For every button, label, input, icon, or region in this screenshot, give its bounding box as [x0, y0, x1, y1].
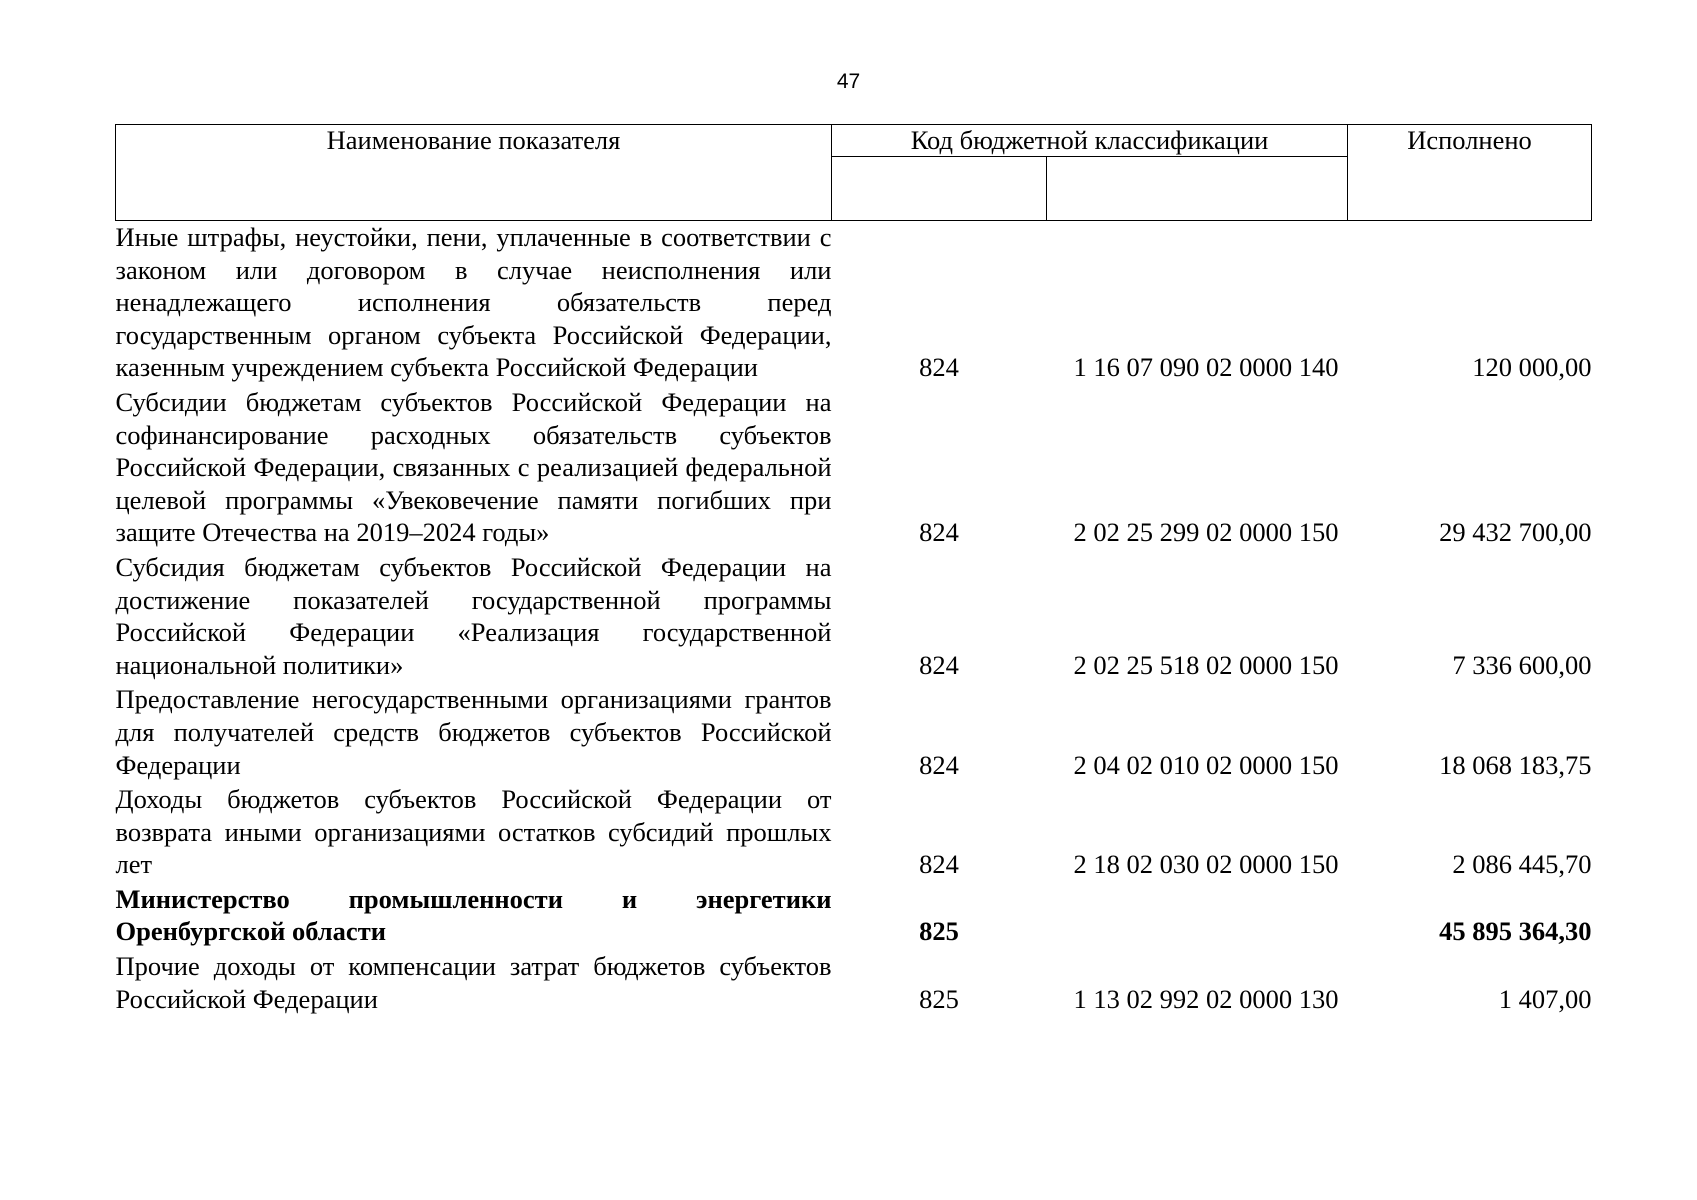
row-budget-code: 2 18 02 030 02 0000 150 [1073, 849, 1339, 880]
header-executed: Исполнено [1348, 125, 1592, 221]
row-executed-amount: 18 068 183,75 [1439, 749, 1592, 780]
row-indicator-name: Иные штрафы, неустойки, пени, уплаченные в соответствии с законом или договором в случае неисполнения или ненадлежащего исполнения обязательств перед государственным органом субъекта Российской Федерации, казенным учреждением субъекта Российской Федерации [115, 222, 832, 383]
row-indicator-name: Прочие доходы от компенсации затрат бюджетов субъектов Российской Федерации [115, 951, 832, 1014]
row-executed-amount: 45 895 364,30 [1439, 916, 1592, 947]
table-row [116, 681, 1592, 781]
row-indicator-name: Министерство промышленности и энергетики Оренбургской области [115, 883, 832, 947]
table-row [116, 781, 1592, 881]
row-indicator-name: Предоставление негосударственными организациями грантов для получателей средств бюджетов субъектов Российской Федерации [115, 684, 832, 780]
row-indicator-name: Доходы бюджетов субъектов Российской Федерации от возврата иными организациями остатков субсидий прошлых лет [115, 784, 832, 880]
table-row [116, 948, 1592, 1015]
row-budget-code: 2 04 02 010 02 0000 150 [1073, 749, 1339, 780]
row-admin-code: 824 [919, 849, 959, 880]
row-executed-amount: 1 407,00 [1498, 983, 1592, 1014]
page-number [0, 70, 1697, 94]
row-admin-code: 824 [919, 749, 959, 780]
table-row [116, 384, 1592, 549]
row-admin-code: 825 [919, 916, 959, 947]
header-row-top [116, 125, 1592, 157]
row-indicator-name: Субсидии бюджетам субъектов Российской Федерации на софинансирование расходных обязательств субъектов Российской Федерации, связанных с реализацией федеральной целевой программы «Увековечение памяти погибших при защите Отечества на 2019–2024 годы» [115, 386, 832, 548]
row-budget-code: 1 13 02 992 02 0000 130 [1073, 983, 1339, 1014]
table-row-ministry-total [116, 881, 1592, 948]
table-header [116, 125, 1592, 221]
row-admin-code: 825 [919, 983, 959, 1014]
row-admin-code: 824 [919, 352, 959, 383]
row-indicator-name: Субсидия бюджетам субъектов Российской Федерации на достижение показателей государственной программы Российской Федерации «Реализация государственной национальной политики» [115, 551, 832, 680]
row-executed-amount: 7 336 600,00 [1452, 649, 1592, 680]
row-executed-amount: 2 086 445,70 [1452, 849, 1592, 880]
row-budget-code [1047, 881, 1348, 948]
row-budget-code: 2 02 25 299 02 0000 150 [1073, 517, 1339, 548]
row-executed-amount: 120 000,00 [1472, 352, 1592, 383]
table-row [116, 549, 1592, 681]
header-revenue-code [1047, 157, 1348, 221]
budget-execution-table [115, 124, 1592, 1015]
row-admin-code: 824 [919, 649, 959, 680]
table-body [116, 221, 1592, 1016]
header-indicator-name: Наименование показателя [116, 125, 832, 221]
table-row [116, 221, 1592, 384]
header-budget-classification-code: Код бюджетной классификации [832, 125, 1348, 157]
row-budget-code: 1 16 07 090 02 0000 140 [1073, 352, 1339, 383]
row-budget-code: 2 02 25 518 02 0000 150 [1073, 649, 1339, 680]
header-admin-code [832, 157, 1047, 221]
row-admin-code: 824 [919, 517, 959, 548]
row-executed-amount: 29 432 700,00 [1439, 517, 1592, 548]
page-number-text: 47 [836, 70, 861, 93]
